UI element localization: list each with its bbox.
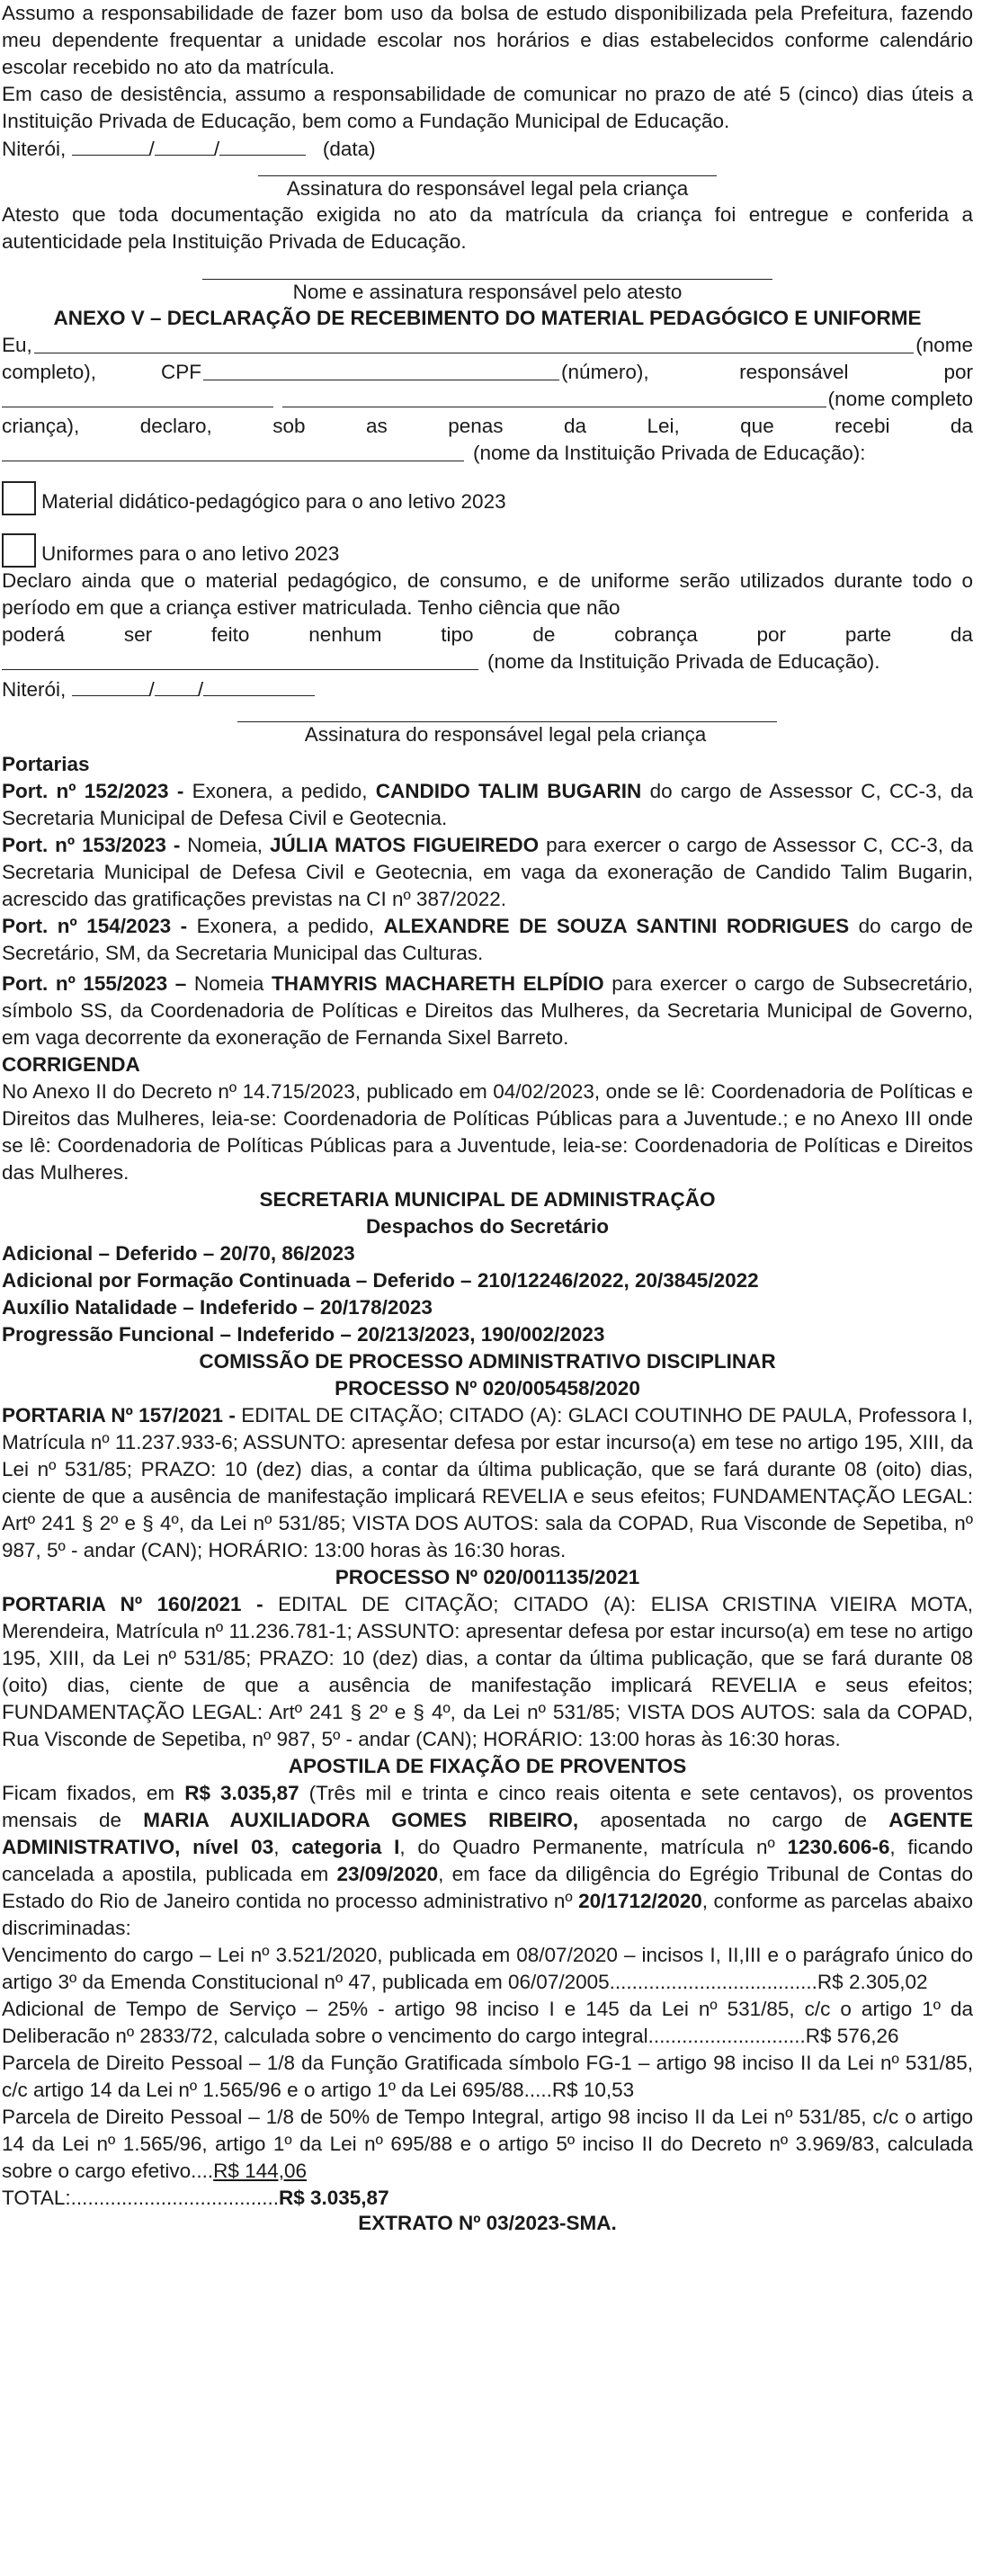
apostila-matricula: 1230.606-6 xyxy=(787,1836,890,1858)
que-word: que xyxy=(740,415,774,437)
apostila-data: 23/09/2020 xyxy=(336,1863,439,1885)
word-podera: poderá xyxy=(2,623,66,646)
apostila-text-5: , do Quadro Permanente, matrícula nº xyxy=(399,1836,788,1858)
processo-1-heading: PROCESSO Nº 020/005458/2020 xyxy=(335,1377,640,1400)
name-blank xyxy=(34,333,914,353)
eu-label: Eu, xyxy=(2,334,32,356)
intro-paragraph-2: Em caso de desistência, assumo a responsabilidade de comunicar no prazo de até 5 (cinco) dias úteis a Instituição Privada de Educação, bem como a Fundação Municipal de Educação. xyxy=(2,83,973,132)
despacho-line: Progressão Funcional – Indeferido – 20/213/2023, 190/002/2023 xyxy=(2,1323,605,1346)
portarias-heading: Portarias xyxy=(2,753,90,775)
numero-label: (número), xyxy=(561,361,649,383)
apostila-heading: APOSTILA DE FIXAÇÃO DE PROVENTOS xyxy=(288,1755,687,1777)
portaria-154-text-1: Exonera, a pedido, xyxy=(187,915,384,937)
declaracao-form xyxy=(2,332,973,467)
parcela-2-value: R$ 144,06 xyxy=(213,2160,307,2182)
parcela-2-text: Parcela de Direito Pessoal – 1/8 de 50% de Tempo Integral, artigo 98 inciso II da Lei nº 531/85, c/c o artigo 14 da Lei nº 1.565/96, artigo 1º da Lei nº 695/88 e o artigo 5º inciso II do Decreto nº 3.969/83, calculada sobre o cargo efetivo.... xyxy=(2,2106,973,2182)
apostila-text-4: , xyxy=(273,1836,292,1858)
completo-label: completo), xyxy=(2,361,97,383)
portaria-154-text-2: do cargo de Secretário, SM, da Secretaria Municipal das Culturas. xyxy=(2,915,974,964)
secretaria-heading: SECRETARIA MUNICIPAL DE ADMINISTRAÇÃO xyxy=(259,1188,716,1211)
signature-caption-responsavel-2: Assinatura do responsável legal pela criança xyxy=(304,723,707,746)
niteroi-label: Niterói, xyxy=(2,138,67,160)
declaro-paragraph: Declaro ainda que o material pedagógico, de consumo, e de uniforme serão utilizados durante todo o período em que a criança estiver matriculada. Tenho ciência que não xyxy=(2,569,973,619)
date-line-2: Niterói, / / xyxy=(2,675,973,703)
apostila-text-8: , conforme as parcelas abaixo discriminadas: xyxy=(2,1890,973,1939)
dependent-blank-1 xyxy=(2,387,273,407)
month-blank-2 xyxy=(155,675,198,696)
sob-word: sob xyxy=(272,415,306,437)
por-label: por xyxy=(943,361,973,383)
word-parte: parte xyxy=(844,623,892,646)
word-da: da xyxy=(950,623,973,646)
niteroi-label-2: Niterói, xyxy=(2,678,67,701)
portaria-153-text-1: Nomeia, xyxy=(180,834,270,856)
year-blank xyxy=(219,135,306,156)
as-word: as xyxy=(365,415,388,437)
portaria-153-name: JÚLIA MATOS FIGUEIREDO xyxy=(269,834,540,856)
da-word-2: da xyxy=(950,415,973,437)
portaria-160-number: PORTARIA Nº 160/2021 - xyxy=(2,1593,263,1615)
apostila-text-3: aposentada no cargo de xyxy=(578,1809,889,1831)
corrigenda-heading: CORRIGENDA xyxy=(2,1053,140,1076)
date-line: Niterói, / / (data) xyxy=(2,135,973,163)
word-tipo: tipo xyxy=(441,623,474,646)
word-nenhum: nenhum xyxy=(308,623,382,646)
declaro-word: declaro, xyxy=(139,415,212,437)
portaria-160 xyxy=(2,1591,973,1753)
despachos-heading: Despachos do Secretário xyxy=(365,1215,610,1238)
atesto-paragraph: Atesto que toda documentação exigida no ato da matrícula da criança foi entregue e conferida a autenticidade pela Instituição Privada de Educação. xyxy=(2,203,973,253)
portaria-155-text-1: Nomeia xyxy=(186,972,272,995)
word-ser: ser xyxy=(123,623,153,646)
penas-word: penas xyxy=(448,415,504,437)
portaria-154-name: ALEXANDRE DE SOUZA SANTINI RODRIGUES xyxy=(383,915,850,937)
material-checkbox[interactable] xyxy=(2,481,36,515)
processo-2-heading: PROCESSO Nº 020/001135/2021 xyxy=(335,1566,640,1588)
month-blank xyxy=(155,135,214,156)
portaria-153 xyxy=(2,832,973,913)
portaria-153-text-2: para exercer o cargo de Assessor C, CC-3, da Secretaria Municipal de Defesa Civil e Geotecnia, em vaga da exoneração de Candido Talim Bugarin, acrescido das gratificações previstas na CI nº 387/2022. xyxy=(2,834,973,910)
apostila-nome: MARIA AUXILIADORA GOMES RIBEIRO, xyxy=(143,1809,579,1831)
word-de: de xyxy=(532,623,556,646)
instituicao-label: (nome da Instituição Privada de Educação): xyxy=(473,442,866,464)
cpf-label: CPF xyxy=(161,361,202,383)
portaria-152-text-1: Exonera, a pedido, xyxy=(183,780,376,802)
portaria-157-number: PORTARIA Nº 157/2021 - xyxy=(2,1404,236,1427)
declaro-line-2 xyxy=(2,622,973,648)
word-cobranca: cobrança xyxy=(614,623,698,646)
checkbox-row-material xyxy=(2,478,973,515)
apostila-categoria: categoria I xyxy=(291,1836,400,1858)
portaria-154 xyxy=(2,913,973,967)
portaria-155-name: THAMYRIS MACHARETH ELPÍDIO xyxy=(271,972,604,995)
uniformes-checkbox[interactable] xyxy=(2,533,36,568)
portaria-155-text-2: para exercer o cargo de Subsecretário, símbolo SS, da Coordenadoria de Políticas e Direitos das Mulheres, da Secretaria Municipal de Governo, em vaga decorrente da exoneração de Fernanda Sixel Barreto. xyxy=(2,972,974,1049)
intro-paragraph-1: Assumo a responsabilidade de fazer bom uso da bolsa de estudo disponibilizada pela Prefeitura, fazendo meu dependente frequentar a unidade escolar nos horários e dias estabelecidos conforme calendário escolar recebido no ato da matrícula. xyxy=(2,2,973,78)
institution-blank-2 xyxy=(2,649,478,670)
signature-caption-responsavel: Assinatura do responsável legal pela criança xyxy=(286,177,689,200)
checkbox-row-uniformes xyxy=(2,530,973,568)
portaria-154-number: Port. nº 154/2023 - xyxy=(2,915,188,937)
recebi-word: recebi xyxy=(835,415,890,437)
portaria-152-number: Port. nº 152/2023 - xyxy=(2,780,184,802)
apostila-text-1: Ficam fixados, em xyxy=(2,1782,185,1804)
apostila-paragraph xyxy=(2,1780,973,1942)
apostila-text-6: , ficando cancelada a apostila, publicada em xyxy=(2,1836,973,1885)
adicional-line: Adicional de Tempo de Serviço – 25% - artigo 98 inciso I e 145 da Lei nº 531/85, c/c o artigo 1º da Deliberacão nº 2833/72, calculada sobre o vencimento do cargo integral............................R$ 576,26 xyxy=(2,1998,973,2047)
despacho-line: Adicional – Deferido – 20/70, 86/2023 xyxy=(2,1242,355,1265)
portaria-155-number: Port. nº 155/2023 – xyxy=(2,972,187,995)
despacho-line: Adicional por Formação Continuada – Deferido – 210/12246/2022, 20/3845/2022 xyxy=(2,1269,759,1292)
comissao-heading: COMISSÃO DE PROCESSO ADMINISTRATIVO DISCIPLINAR xyxy=(199,1350,776,1373)
dependent-blank-2 xyxy=(282,387,826,407)
total-line xyxy=(2,2185,973,2212)
crianca-word: criança), xyxy=(2,415,80,437)
responsavel-label: responsável xyxy=(739,361,849,383)
declaro-line-3 xyxy=(2,648,973,675)
signature-caption-atesto: Nome e assinatura responsável pelo atesto xyxy=(292,281,683,303)
portaria-160-text: EDITAL DE CITAÇÃO; CITADO (A): ELISA CRISTINA VIEIRA MOTA, Merendeira, Matrícula nº 11.236.781-1; ASSUNTO: apresentar defesa por estar incurso(a) em tese no artigo 195, XIII, da Lei nº 531/85; PRAZO: 10 (dez) dias, a contar da última publicação, que se fará durante 08 (oito) dias, ciente de que a ausência de manifestação implicará REVELIA e seus efeitos; FUNDAMENTAÇÃO LEGAL: Artº 241 § 2º e § 4º, da Lei nº 531/85; VISTA DOS AUTOS: sala da COPAD, Rua Visconde de Sepetiba, nº 987, 5º - andar (CAN); HORÁRIO: 13:00 horas às 16:30 horas. xyxy=(2,1593,973,1750)
da-word: da xyxy=(563,415,586,437)
uniformes-checkbox-label: Uniformes para o ano letivo 2023 xyxy=(41,542,340,565)
portaria-155 xyxy=(2,970,973,1051)
signature-line-responsavel-2 xyxy=(237,721,777,722)
portaria-152-name: CANDIDO TALIM BUGARIN xyxy=(375,780,642,802)
apostila-cargo: AGENTE ADMINISTRATIVO, nível 03 xyxy=(2,1809,974,1858)
apostila-text-2: (Três mil e trinta e cinco reais oitenta e sete centavos), os proventos mensais de xyxy=(2,1782,973,1831)
total-value: R$ 3.035,87 xyxy=(278,2187,389,2209)
institution-blank xyxy=(2,441,464,461)
nome-label: (nome xyxy=(915,334,973,356)
apostila-valor: R$ 3.035,87 xyxy=(184,1782,299,1804)
day-blank xyxy=(72,135,149,156)
corrigenda-text: No Anexo II do Decreto nº 14.715/2023, publicado em 04/02/2023, onde se lê: Coordenadoria de Políticas e Direitos das Mulheres, leia-se: Coordenadoria de Políticas Públicas para a Juventude.; e no Anexo III onde se lê: Coordenadoria de Políticas Públicas para a Juventude, leia-se: Coordenadoria de Políticas e Direitos das Mulheres. xyxy=(2,1080,973,1184)
portaria-157 xyxy=(2,1402,973,1564)
word-por: por xyxy=(756,623,787,646)
portaria-152 xyxy=(2,778,973,832)
day-blank-2 xyxy=(72,675,149,696)
material-checkbox-label: Material didático-pedagógico para o ano letivo 2023 xyxy=(41,490,506,513)
extrato-heading: EXTRATO Nº 03/2023-SMA. xyxy=(358,2212,617,2234)
instituicao-label-2: (nome da Instituição Privada de Educação). xyxy=(487,650,880,673)
portaria-157-text: EDITAL DE CITAÇÃO; CITADO (A): GLACI COUTINHO DE PAULA, Professora I, Matrícula nº 11.237.933-6; ASSUNTO: apresentar defesa por estar incurso(a) em tese no artigo 195, XIII, da Lei nº 531/85; PRAZO: 10 (dez) dias, a contar da última publicação, que se fará durante 08 (oito) dias, ciente de que a ausência de manifestação implicará REVELIA e seus efeitos; FUNDAMENTAÇÃO LEGAL: Artº 241 § 2º e § 4º, da Lei nº 531/85; VISTA DOS AUTOS: sala da COPAD, Rua Visconde de Sepetiba, nº 987, 5º - andar (CAN); HORÁRIO: 13:00 horas às 16:30 horas. xyxy=(2,1404,973,1561)
word-feito: feito xyxy=(210,623,250,646)
total-label: TOTAL:..................................... xyxy=(2,2187,279,2209)
vencimento-line: Vencimento do cargo – Lei nº 3.521/2020, publicada em 08/07/2020 – incisos I, II,III e o parágrafo único do artigo 3º da Emenda Constitucional nº 47, publicada em 06/07/2005.....................................R$ 2.305,02 xyxy=(2,1944,973,1993)
portaria-152-text-2: do cargo de Assessor C, CC-3, da Secretaria Municipal de Defesa Civil e Geotecnia. xyxy=(2,780,974,829)
apostila-processo: 20/1712/2020 xyxy=(578,1890,702,1912)
nome-completo-label: (nome completo xyxy=(827,388,973,410)
cpf-blank xyxy=(203,360,559,380)
apostila-text-7: , em face da diligência do Egrégio Tribunal de Contas do Estado do Rio de Janeiro contida no processo administrativo nº xyxy=(2,1863,973,1912)
portaria-153-number: Port. nº 153/2023 - xyxy=(2,834,181,856)
parcela-2-line xyxy=(2,2104,973,2185)
date-label: (data) xyxy=(322,138,376,160)
parcela-1-line: Parcela de Direito Pessoal – 1/8 da Função Gratificada símbolo FG-1 – artigo 98 inciso II da Lei nº 531/85, c/c artigo 14 da Lei nº 1.565/96 e o artigo 1º da Lei 695/88.....R$ 10,53 xyxy=(2,2052,973,2101)
year-blank-2 xyxy=(203,675,315,696)
lei-word: Lei, xyxy=(647,415,680,437)
despacho-line: Auxílio Natalidade – Indeferido – 20/178/2023 xyxy=(2,1296,433,1319)
anexo-title: ANEXO V – DECLARAÇÃO DE RECEBIMENTO DO MATERIAL PEDAGÓGICO E UNIFORME xyxy=(53,307,922,329)
